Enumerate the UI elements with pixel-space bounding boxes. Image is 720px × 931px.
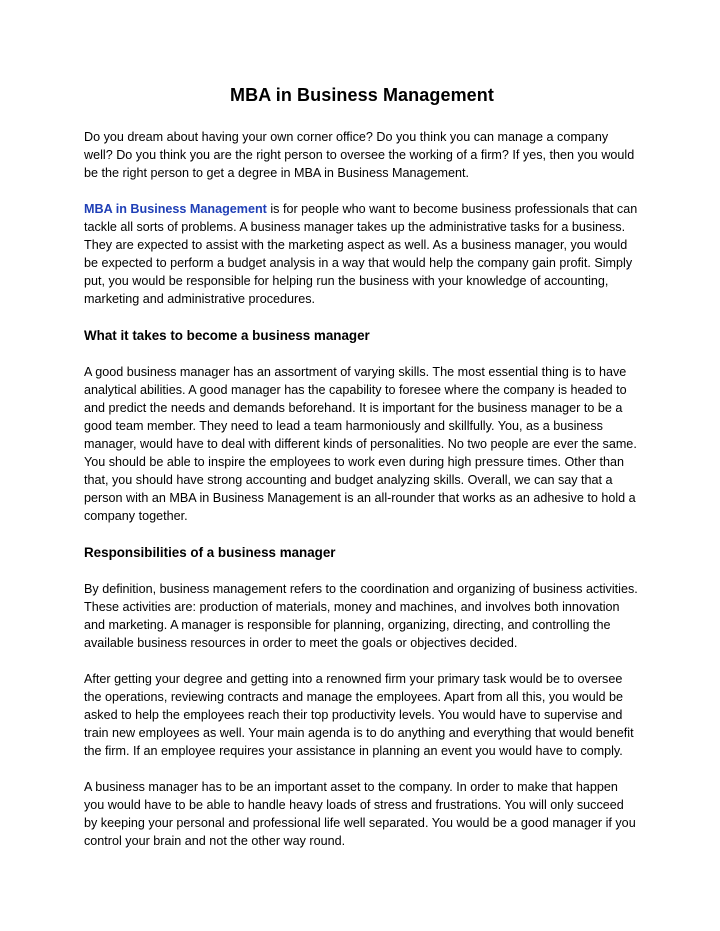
section-paragraph-become-manager: A good business manager has an assortment of varying skills. The most essential thing is to have analytical abilities. A good manager has the capability to foresee where the company is headed to and predict the needs and demands beforehand. It is important for the business manager to be a good team member. They need to lead a team harmoniously and skillfully. You, as a business manager, would have to deal with different kinds of personalities. No two people are ever the same. You should be able to inspire the employees to work even during high pressure times. Other than that, you should have strong accounting and budget analyzing skills. Overall, we can say that a person with an MBA in Business Management is an all-rounder that works as an adhesive to hold a company together.	[84, 365, 637, 523]
intro-paragraph: Do you dream about having your own corner office? Do you think you can manage a company well? Do you think you are the right person to oversee the working of a firm? If yes, then you would be the right person to get a degree in MBA in Business Management.	[84, 130, 635, 180]
mba-business-management-link[interactable]: MBA in Business Management	[84, 202, 267, 216]
definition-text: is for people who want to become business professionals that can tackle all sorts of problems. A business manager takes up the administrative tasks for a business. They are expected to assist with the marketing aspect as well. As a business manager, you would be expected to perform a budget analysis in a way that would help the company gain profit. Simply put, you would be responsible for helping run the business with your knowledge of accounting, marketing and administrative procedures.	[84, 202, 638, 306]
responsibilities-paragraph-asset: A business manager has to be an important asset to the company. In order to make that happen you would have to be able to handle heavy loads of stress and frustrations. You will only succeed by keeping your personal and professional life well separated. You would be a good manager if you control your brain and not the other way round.	[84, 780, 636, 848]
responsibilities-paragraph-definition: By definition, business management refers to the coordination and organizing of business activities. These activities are: production of materials, money and machines, and involves both innovation and marketing. A manager is responsible for planning, organizing, directing, and controlling the available business resources in order to meet the goals or objectives decided.	[84, 582, 638, 650]
section-heading-become-manager: What it takes to become a business manager	[84, 328, 370, 343]
document-title: MBA in Business Management	[230, 85, 494, 105]
responsibilities-paragraph-tasks: After getting your degree and getting into a renowned firm your primary task would be to oversee the operations, reviewing contracts and manage the employees. Apart from all this, you would be asked to help the employees reach their top productivity levels. You would have to supervise and train new employees as well. Your main agenda is to do anything and everything that would benefit the firm. If an employee requires your assistance in planning an event you would have to comply.	[84, 672, 634, 758]
section-heading-responsibilities: Responsibilities of a business manager	[84, 545, 336, 560]
definition-paragraph	[84, 200, 640, 308]
